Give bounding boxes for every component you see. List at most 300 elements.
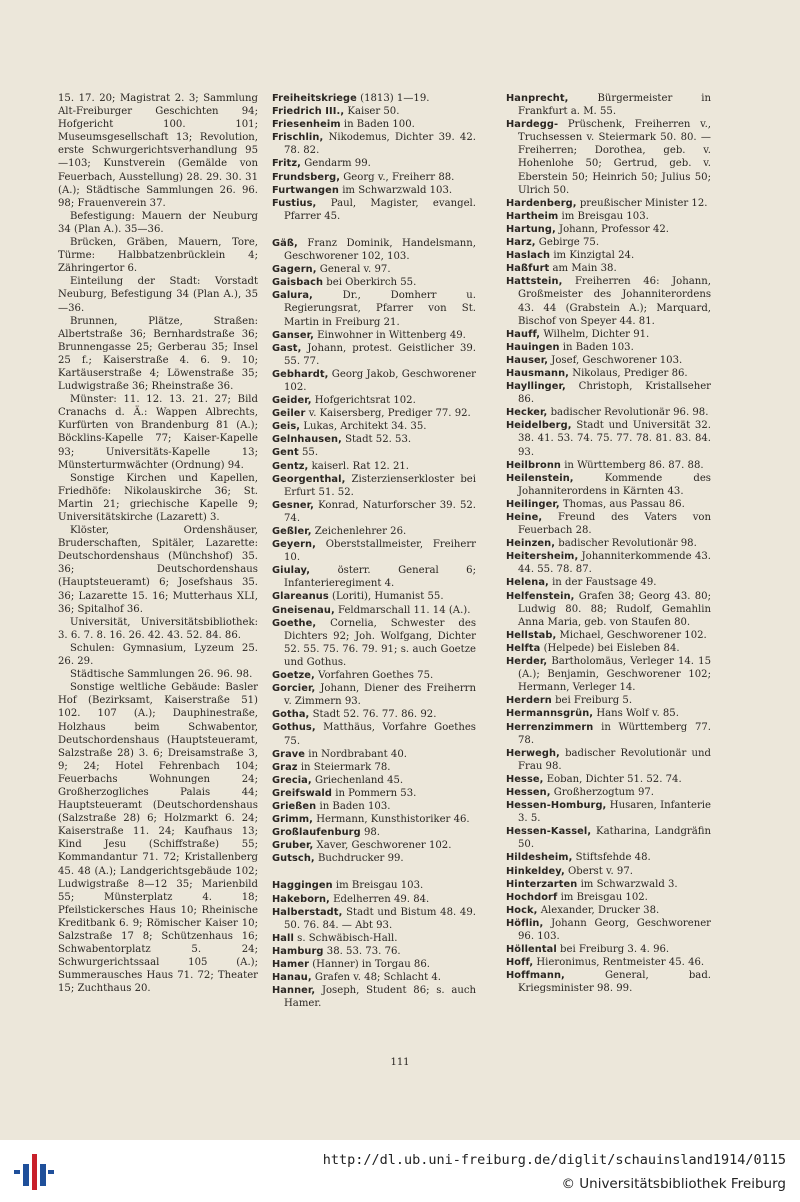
- index-headword: Gesner,: [272, 499, 314, 511]
- index-references: (1813) 1—19.: [360, 93, 430, 104]
- index-entry: [272, 263, 476, 276]
- index-entry: [506, 249, 711, 262]
- index-headword: Hinterzarten: [506, 878, 578, 890]
- index-references: Dr., Domherr u. Regierungsrat, Pfarrer von St. Martin in Freiburg 21.: [284, 290, 476, 328]
- index-headword: Gruber,: [272, 840, 314, 852]
- index-entry: [506, 550, 711, 576]
- index-headword: Gast,: [272, 342, 302, 354]
- index-headword: Gutsch,: [272, 853, 315, 865]
- index-entry: [272, 499, 476, 525]
- index-references: Johann, protest. Geistlicher 39. 55. 77.: [284, 342, 477, 367]
- index-entry: [272, 157, 476, 170]
- index-entry: [506, 721, 711, 747]
- index-entry: [272, 420, 476, 433]
- index-headword: Gelnhausen,: [272, 434, 342, 446]
- index-references: Konrad, Naturforscher 39. 52. 74.: [284, 499, 477, 524]
- index-entry: [272, 604, 476, 617]
- index-references: s. Schwäbisch-Hall.: [297, 932, 398, 944]
- index-entry: [272, 800, 476, 813]
- index-paragraph: Sonstige Kirchen und Kapellen, Friedhöfe: Nikolauskirche 36; St. Martin 21; griechische Kapelle 9; Universitätskirche (Lazarett) 3.: [58, 472, 258, 523]
- index-references: Zisterzienserkloster bei Erfurt 51. 52.: [284, 473, 476, 498]
- index-references: Matthäus, Vorfahre Goethes 75.: [284, 722, 476, 747]
- index-headword: Haßfurt: [506, 263, 550, 275]
- index-entry: [506, 851, 711, 864]
- index-entry: [506, 367, 711, 380]
- index-references: Stadt 52. 53.: [345, 434, 412, 446]
- index-headword: Hayllinger,: [506, 381, 566, 393]
- index-entry: [272, 197, 476, 223]
- index-entry: [272, 932, 476, 945]
- index-references: Gendarm 99.: [304, 158, 371, 170]
- index-entry: [272, 708, 476, 721]
- index-entry: [272, 289, 476, 328]
- index-headword: Gaisbach: [272, 277, 324, 289]
- index-entry: [506, 642, 711, 655]
- index-entry: [506, 223, 711, 236]
- index-references: Hans Wolf v. 85.: [596, 708, 679, 720]
- index-references: Zeichenlehrer 26.: [314, 526, 407, 537]
- index-headword: Geider,: [272, 395, 312, 407]
- index-references: im Kinzigtal 24.: [553, 250, 635, 262]
- index-headword: Hakeborn,: [272, 893, 330, 905]
- index-headword: Friedrich III.,: [272, 106, 345, 118]
- index-headword: Gentz,: [272, 460, 309, 472]
- index-entry: [272, 906, 476, 932]
- index-paragraph: Schulen: Gymnasium, Lyzeum 25. 26. 29.: [58, 642, 258, 668]
- index-headword: Hauff,: [506, 328, 541, 340]
- index-headword: Hardenberg,: [506, 197, 577, 209]
- page-number: 111: [390, 1057, 410, 1068]
- index-entry: [506, 419, 711, 458]
- index-entry: [506, 825, 711, 851]
- index-references: Xaver, Geschworener 102.: [316, 840, 452, 852]
- index-entry: [272, 774, 476, 787]
- index-references: Bartholomäus, Verleger 14. 15 (A.); Benjamin, Geschworener 102; Hermann, Verleger 14.: [518, 656, 711, 694]
- index-entry: [272, 879, 476, 892]
- index-headword: Harz,: [506, 237, 536, 249]
- index-entry: [272, 171, 476, 184]
- index-headword: Ganser,: [272, 329, 314, 341]
- index-headword: Galura,: [272, 290, 313, 302]
- copyright-notice: © Universitätsbibliothek Freiburg: [561, 1176, 786, 1192]
- index-references: Michael, Geschworener 102.: [559, 629, 707, 641]
- index-references: (Hanner) in Torgau 86.: [312, 959, 430, 970]
- index-headword: Frundsberg,: [272, 171, 341, 183]
- index-entry: [272, 958, 476, 971]
- index-entry: [506, 655, 711, 694]
- index-headword: Höllental: [506, 944, 557, 956]
- index-headword: Heidelberg,: [506, 420, 572, 432]
- index-headword: Friesenheim: [272, 119, 341, 131]
- index-headword: Haslach: [506, 250, 551, 262]
- index-headword: Gorcier,: [272, 683, 316, 695]
- index-references: badischer Revolutionär 96. 98.: [550, 407, 709, 419]
- index-entry: [506, 773, 711, 786]
- index-references: bei Freiburg 3. 4. 96.: [560, 944, 670, 956]
- index-references: in Baden 100.: [343, 119, 415, 131]
- index-headword: Fritz,: [272, 158, 301, 170]
- index-headword: Grimm,: [272, 814, 313, 826]
- index-references: in Württemberg 86. 87. 88.: [564, 459, 704, 471]
- index-headword: Haggingen: [272, 880, 333, 892]
- index-headword: Hamer: [272, 959, 309, 970]
- index-entry: [272, 276, 476, 289]
- index-entry: [506, 328, 711, 341]
- index-headword: Heilinger,: [506, 498, 560, 510]
- index-entry: [272, 893, 476, 906]
- index-references: im Breisgau 102.: [560, 891, 648, 903]
- index-entry: [272, 184, 476, 197]
- index-entry: [272, 617, 476, 669]
- index-entry: [506, 904, 711, 917]
- index-entry: [272, 826, 476, 839]
- index-references: Freiherren 46: Johann, Großmeister des Johanniterordens 43. 44 (Grabstein A.); Marquard, Bischof von Speyer 44. 81.: [518, 276, 711, 327]
- index-references: Nikodemus, Dichter 39. 42. 78. 82.: [284, 132, 476, 157]
- index-headword: Frischlin,: [272, 132, 324, 144]
- index-headword: Fustius,: [272, 197, 317, 209]
- index-entry: [506, 786, 711, 799]
- index-entry: [506, 262, 711, 275]
- index-references: in Pommern 53.: [335, 787, 417, 799]
- index-entry: [506, 210, 711, 223]
- index-headword: Helfenstein,: [506, 590, 575, 602]
- index-references: Husaren, Infanterie 3. 5.: [518, 800, 711, 825]
- index-entry: [506, 380, 711, 406]
- index-headword: Halberstadt,: [272, 906, 343, 918]
- index-references: badischer Revolutionär und Frau 98.: [518, 747, 711, 772]
- index-references: Großherzogtum 97.: [553, 786, 655, 798]
- index-entry: [272, 971, 476, 984]
- index-headword: Hardegg-: [506, 119, 559, 131]
- index-headword: Hessen-Kassel,: [506, 826, 592, 838]
- index-entry: [506, 275, 711, 327]
- index-references: Stadt und Bistum 48. 49. 50. 76. 84. — Abt 93.: [284, 906, 476, 931]
- letter-section-gap: [272, 223, 476, 237]
- index-references: Feldmarschall 11. 14 (A.).: [338, 604, 471, 616]
- index-entry: [272, 682, 476, 708]
- index-references: Georg v., Freiherr 88.: [343, 171, 455, 183]
- index-entry: [272, 237, 476, 263]
- index-headword: Hattstein,: [506, 276, 563, 288]
- index-references: in Steiermark 78.: [300, 761, 391, 773]
- index-entry: [272, 433, 476, 446]
- index-entry: [272, 92, 476, 105]
- index-references: General, bad. Kriegsminister 98. 99.: [518, 970, 711, 995]
- index-headword: Goetze,: [272, 670, 315, 682]
- index-paragraph: 15. 17. 20; Magistrat 2. 3; Sammlung Alt-Freiburger Geschichten 94; Hofgericht 100. 101; Museumsgesellschaft 13; Revolution, erste Schwurgerichtsverhandlung 95—103; Kunstverein (Gemälde von Feuerbach, Ausstellung) 28. 29. 30. 31 (A.); Städtische Sammlungen 26. 96. 98; Frauenverein 37.: [58, 93, 258, 209]
- index-entry: [506, 694, 711, 707]
- index-entry: [506, 799, 711, 825]
- index-headword: Helena,: [506, 577, 549, 589]
- index-headword: Hildesheim,: [506, 852, 573, 864]
- index-headword: Hinkeldey,: [506, 865, 565, 877]
- index-references: Thomas, aus Passau 86.: [562, 498, 685, 510]
- index-entry: [272, 394, 476, 407]
- index-references: Prüschenk, Freiherren v., Truchsessen v. Steiermark 50. 80. — Freiherren; Dorothea, geb. v. Hohenlohe 50; Gertrud, geb. v. Eberstein 50; Heinrich 50; Julius 50; Ulrich 50.: [518, 119, 711, 196]
- index-entry: [506, 969, 711, 995]
- index-references: Gebirge 75.: [538, 237, 600, 249]
- index-references: kaiserl. Rat 12. 21.: [311, 460, 410, 472]
- index-paragraph: Münster: 11. 12. 13. 21. 27; Bild Cranachs d. Ä.: Wappen Albrechts, Kurfürten von Brandenburg 81 (A.); Böcklins-Kapelle 77; Kaiser-Kapelle 93; Universitäts-Kapelle 13; Münsterturmwächter (Ordnung) 94.: [58, 394, 258, 471]
- index-headword: Höflin,: [506, 917, 544, 929]
- index-entry: [272, 945, 476, 958]
- index-references: in Baden 103.: [319, 800, 391, 812]
- index-references: Lukas, Architekt 34. 35.: [303, 421, 427, 433]
- index-references: im Breisgau 103.: [335, 880, 424, 892]
- index-references: preußischer Minister 12.: [579, 197, 708, 209]
- index-references: Freund des Vaters von Feuerbach 28.: [518, 512, 712, 537]
- index-headword: Herrenzimmern: [506, 721, 594, 733]
- index-entry: [506, 459, 711, 472]
- index-entry: [506, 576, 711, 589]
- index-headword: Heitersheim,: [506, 551, 579, 563]
- index-entry: [506, 197, 711, 210]
- index-headword: Hoffmann,: [506, 970, 565, 982]
- index-references: in Nordbrabant 40.: [308, 748, 407, 760]
- index-headword: Herdern: [506, 695, 552, 707]
- index-references: Christoph, Kristallseher 86.: [518, 381, 711, 406]
- index-entry: [506, 236, 711, 249]
- index-entry: [506, 537, 711, 550]
- index-entry: [272, 342, 476, 368]
- index-entry: [272, 446, 476, 459]
- index-entry: [506, 865, 711, 878]
- index-headword: Heilenstein,: [506, 472, 574, 484]
- index-entry: [272, 538, 476, 564]
- index-headword: Geis,: [272, 421, 301, 433]
- index-headword: Gäß,: [272, 237, 298, 249]
- index-entry: [272, 118, 476, 131]
- library-logo-icon: [14, 1150, 54, 1194]
- index-references: Hofgerichtsrat 102.: [314, 395, 416, 407]
- index-references: v. Kaisersberg, Prediger 77. 92.: [308, 408, 471, 420]
- index-references: bei Oberkirch 55.: [326, 277, 417, 289]
- index-entry: [272, 669, 476, 682]
- index-entry: [272, 721, 476, 747]
- index-headword: Grave: [272, 748, 306, 760]
- index-headword: Gneisenau,: [272, 604, 335, 616]
- index-headword: Hessen-Homburg,: [506, 800, 607, 812]
- index-headword: Heine,: [506, 512, 543, 523]
- index-entry: [506, 891, 711, 904]
- index-references: Johann, Professor 42.: [559, 223, 670, 235]
- index-entry: [272, 813, 476, 826]
- index-entry: [272, 761, 476, 774]
- index-headword: Hecker,: [506, 407, 548, 419]
- index-headword: Hesse,: [506, 773, 544, 785]
- index-entry: [272, 105, 476, 118]
- index-references: bei Freiburg 5.: [555, 695, 633, 707]
- index-headword: Gothus,: [272, 722, 316, 734]
- index-headword: Gotha,: [272, 709, 310, 721]
- index-references: Stadt und Universität 32. 38. 41. 53. 74. 75. 77. 78. 81. 83. 84. 93.: [518, 420, 711, 458]
- index-references: Stiftsfehde 48.: [575, 852, 651, 864]
- index-references: Georg Jakob, Geschworener 102.: [284, 368, 476, 393]
- index-references: badischer Revolutionär 98.: [558, 538, 697, 550]
- index-headword: Freiheitskriege: [272, 93, 357, 104]
- index-headword: Goethe,: [272, 617, 317, 629]
- index-paragraph: Sonstige weltliche Gebäude: Basler Hof (Bezirksamt, Kaiserstraße 51) 102. 107 (A.); Dauphinestraße, Holzhaus beim Schwabentor, Deutschordenshaus (Hauptsteueramt, Salzstraße 28) 3. 6; Dreisamstraße 3, 9; 24; Hotel Fehrenbach 104; Feuerbachs Wohnungen 24; Großherzogliches Palais 44; Hauptsteueramt (Deutschordenshaus (Salzstraße 28) 6; Holzmarkt 6. 24; Kaiserstraße 11. 24; Kaufhaus 13; Kind Jesu (Schiffstraße) 55; Kommandantur 71. 72; Kristallenberg 45. 48 (A.); Landgerichtsgebäude 102; Ludwigstraße 8—12 35; Marienbild 55; Münsterplatz 4. 18; Pfeilstickersches Haus 10; Rheinische Kreditbank 6. 9; Römischer Kaiser 10; Salzstraße 17 8; Schützenhaus 16; Schwabentorplatz 5. 24; Schwurgerichtssaal 105 (A.); Summerausches Haus 71. 72; Theater 15; Zuchthaus 20.: [58, 682, 258, 995]
- index-headword: Herder,: [506, 656, 548, 668]
- index-headword: Hauingen: [506, 341, 560, 353]
- index-references: Stadt 52. 76. 77. 86. 92.: [312, 709, 437, 721]
- index-references: Eoban, Dichter 51. 52. 74.: [546, 773, 682, 785]
- index-references: Einwohner in Wittenberg 49.: [317, 329, 466, 341]
- index-references: im Schwarzwald 103.: [342, 184, 453, 196]
- index-headword: Georgenthal,: [272, 473, 346, 485]
- index-references: im Breisgau 103.: [561, 210, 649, 222]
- index-headword: Hanner,: [272, 985, 316, 997]
- index-headword: Hamburg: [272, 945, 324, 957]
- index-headword: Glareanus: [272, 591, 329, 603]
- index-headword: Grecia,: [272, 774, 312, 786]
- letter-section-gap: [272, 865, 476, 879]
- index-headword: Hock,: [506, 904, 538, 916]
- viewer-footer: [0, 1140, 800, 1202]
- index-references: am Main 38.: [552, 263, 617, 275]
- index-references: Johann Georg, Geschworener 96. 103.: [518, 917, 711, 942]
- index-references: in der Faustsage 49.: [552, 577, 657, 589]
- index-headword: Hausmann,: [506, 367, 570, 379]
- index-headword: Greifswald: [272, 787, 333, 799]
- index-entry: [272, 460, 476, 473]
- index-references: Grafen 38; Georg 43. 80; Ludwig 80. 88; Rudolf, Gemahlin Anna Maria, geb. von Staufen 80.: [518, 590, 711, 628]
- index-references: Josef, Geschworener 103.: [551, 354, 683, 366]
- index-paragraph: Städtische Sammlungen 26. 96. 98.: [70, 669, 253, 681]
- index-references: Bürgermeister in Frankfurt a. M. 55.: [518, 93, 711, 118]
- index-references: Wilhelm, Dichter 91.: [543, 328, 650, 340]
- index-references: Hermann, Kunsthistoriker 46.: [316, 814, 470, 826]
- index-entry: [506, 747, 711, 773]
- index-headword: Geyern,: [272, 539, 316, 551]
- index-references: Edelherren 49. 84.: [333, 893, 430, 905]
- index-references: (Helpede) bei Eisleben 84.: [543, 642, 680, 654]
- index-headword: Graz: [272, 761, 298, 773]
- index-headword: Gebhardt,: [272, 368, 329, 380]
- index-entry: [272, 984, 476, 1010]
- index-entry: [506, 629, 711, 642]
- index-entry: [272, 473, 476, 499]
- index-references: Cornelia, Schwester des Dichters 92; Joh. Wolfgang, Dichter 52. 55. 75. 76. 79. 91; s. auch Goetze und Gothus.: [284, 617, 476, 668]
- index-headword: Hermannsgrün,: [506, 708, 594, 720]
- index-headword: Heinzen,: [506, 538, 556, 550]
- index-references: Grafen v. 48; Schlacht 4.: [314, 972, 441, 984]
- index-references: General v. 97.: [319, 264, 391, 276]
- index-headword: Hanau,: [272, 972, 312, 984]
- index-references: Oberststallmeister, Freiherr 10.: [284, 539, 476, 564]
- index-paragraph: Brücken, Gräben, Mauern, Tore, Türme: Halbbatzenbrücklein 4; Zähringertor 6.: [58, 237, 258, 275]
- index-entry: [506, 707, 711, 720]
- index-references: Joseph, Student 86; s. auch Hamer.: [284, 985, 476, 1010]
- index-headword: Herwegh,: [506, 747, 560, 759]
- index-references: Kaiser 50.: [347, 106, 400, 118]
- index-headword: Hauser,: [506, 354, 549, 366]
- index-references: 55.: [301, 447, 319, 459]
- index-headword: Großlaufenburg: [272, 827, 361, 839]
- index-entry: [506, 341, 711, 354]
- index-entry: [272, 787, 476, 800]
- index-references: Franz Dominik, Handelsmann, Geschworener 102, 103.: [284, 237, 476, 263]
- index-references: Paul, Magister, evangel. Pfarrer 45.: [284, 197, 476, 222]
- index-references: (Loriti), Humanist 55.: [332, 591, 444, 603]
- index-references: 98.: [363, 827, 380, 839]
- index-references: in Württemberg 77. 78.: [518, 721, 711, 746]
- index-entry: [506, 917, 711, 943]
- index-headword: Hanprecht,: [506, 93, 569, 104]
- index-entry: [506, 118, 711, 197]
- index-references: Vorfahren Goethes 75.: [318, 670, 434, 682]
- index-column-2: [272, 92, 476, 1010]
- index-headword: Furtwangen: [272, 184, 339, 196]
- index-entry: [272, 852, 476, 865]
- index-headword: Hessen,: [506, 786, 551, 798]
- index-entry: [506, 498, 711, 511]
- index-headword: Hellstab,: [506, 629, 557, 641]
- index-headword: Hartung,: [506, 223, 556, 235]
- index-entry: [506, 590, 711, 629]
- index-headword: Giulay,: [272, 565, 311, 577]
- index-references: Oberst v. 97.: [568, 865, 633, 877]
- index-entry: [272, 407, 476, 420]
- index-paragraph: Universität, Universitätsbibliothek: 3. 6. 7. 8. 16. 26. 42. 43. 52. 84. 86.: [58, 616, 258, 641]
- index-headword: Grießen: [272, 800, 317, 812]
- index-entry: [272, 131, 476, 157]
- index-column-3: [506, 92, 711, 995]
- index-headword: Hoff,: [506, 957, 534, 969]
- index-entry: [506, 956, 711, 969]
- index-headword: Geiler: [272, 408, 306, 420]
- index-entry: [506, 878, 711, 891]
- index-references: Johanniterkommende 43. 44. 55. 78. 87.: [518, 551, 711, 576]
- source-url-link[interactable]: http://dl.ub.uni-freiburg.de/diglit/schauinsland1914/0115: [322, 1152, 786, 1168]
- index-headword: Hochdorf: [506, 891, 558, 903]
- index-references: 38. 53. 73. 76.: [326, 945, 401, 957]
- index-headword: Helfta: [506, 642, 541, 654]
- index-paragraph: Einteilung der Stadt: Vorstadt Neuburg, Befestigung 34 (Plan A.), 35—36.: [58, 276, 258, 314]
- index-references: im Schwarzwald 3.: [580, 878, 678, 890]
- index-entry: [272, 564, 476, 590]
- index-entry: [272, 525, 476, 538]
- index-entry: [506, 511, 711, 537]
- index-references: Kommende des Johanniterordens in Kärnten 43.: [518, 472, 711, 497]
- index-headword: Hall: [272, 932, 294, 944]
- index-references: Katharina, Landgräfin 50.: [518, 826, 711, 851]
- index-references: Alexander, Drucker 38.: [540, 904, 660, 916]
- index-headword: Geßler,: [272, 526, 312, 537]
- index-entry: [506, 354, 711, 367]
- index-entry: [506, 943, 711, 956]
- index-headword: Heilbronn: [506, 459, 561, 471]
- index-references: Johann, Diener des Freiherrn v. Zimmern 93.: [284, 683, 477, 708]
- index-references: Buchdrucker 99.: [317, 853, 404, 865]
- index-paragraph: Brunnen, Plätze, Straßen: Albertstraße 36; Bernhardstraße 36; Brunnengasse 25; Gerberau 35; Insel 25 f.; Kaiserstraße 4. 6. 9. 10; Kartäuserstraße 4; Löwenstraße 35; Ludwigstraße 36; Rheinstraße 36.: [58, 315, 258, 393]
- index-entry: [272, 590, 476, 603]
- index-column-1: [58, 92, 258, 995]
- index-entry: [506, 406, 711, 419]
- index-entry: [272, 839, 476, 852]
- index-headword: Hartheim: [506, 210, 559, 222]
- index-references: Griechenland 45.: [314, 774, 404, 786]
- index-paragraph: Befestigung: Mauern der Neuburg 34 (Plan A.). 35—36.: [58, 210, 258, 235]
- index-references: in Baden 103.: [562, 341, 634, 353]
- index-entry: [272, 748, 476, 761]
- index-references: Nikolaus, Prediger 86.: [572, 367, 688, 379]
- index-entry: [272, 329, 476, 342]
- index-headword: Gent: [272, 447, 299, 459]
- index-entry: [506, 472, 711, 498]
- index-entry: [272, 368, 476, 394]
- index-paragraph: Klöster, Ordenshäuser, Bruderschaften, Spitäler, Lazarette: Deutschordenshaus (Münchshof) 35. 36; Deutschordenshaus (Hauptsteueramt) 6; Josefshaus 35. 36; Lazarette 15. 16; Mutterhaus XLI, 36; Spitalhof 36.: [58, 525, 258, 615]
